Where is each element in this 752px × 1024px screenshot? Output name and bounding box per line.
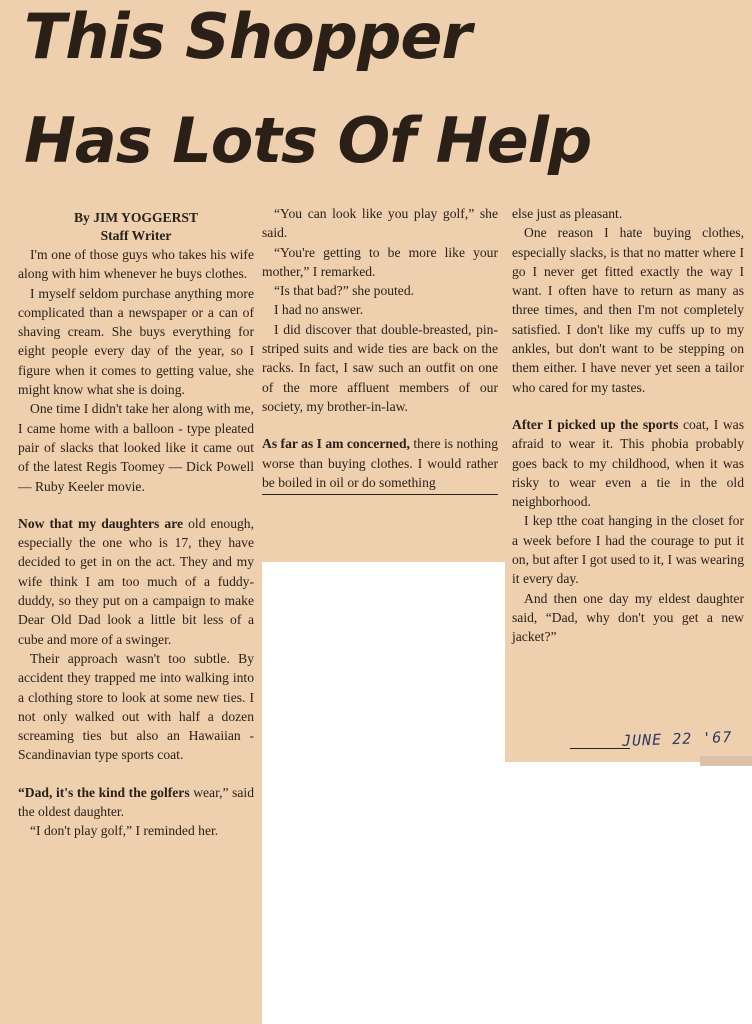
- paragraph: “I don't play golf,” I reminded her.: [30, 823, 219, 839]
- paragraph: I'm one of those guys who takes his wife along with him whenever he buys clothes.: [18, 247, 254, 282]
- lead-in-bold: As far as I am concerned,: [262, 436, 410, 452]
- paragraph: “Is that bad?” she pouted.: [274, 283, 415, 299]
- paragraph-lead: [18, 783, 254, 822]
- paragraph: I had no answer.: [274, 302, 364, 318]
- handwritten-date: JUNE 22 '67: [621, 728, 733, 750]
- lead-rest: coat, I was afraid to wear it. This phobia probably goes back to my childhood, when it was risky to wear even a tie in the old neighborhood.: [512, 416, 744, 510]
- article-column-2: [262, 204, 498, 495]
- paper-shadow: [700, 756, 752, 766]
- byline-role: Staff Writer: [100, 228, 172, 243]
- article-column-1: [18, 209, 254, 841]
- lead-in-bold: “Dad, it's the kind the golfers: [18, 784, 190, 800]
- headline-line-1: This Shopper: [24, 0, 471, 73]
- headline-line-2: Has Lots Of Help: [24, 104, 592, 177]
- column-rule: [262, 494, 498, 495]
- paragraph-lead: [18, 514, 254, 649]
- article-column-3: [512, 204, 744, 647]
- lead-rest: there is nothing worse than buying clothes. I would rather be boiled in oil or do something: [262, 436, 498, 490]
- paragraph: Their approach wasn't too subtle. By accident they trapped me into walking into a clothing store to look at some new ties. I not only walked out with half a dozen screaming ties but also an Hawaiian - Scandinavian type sports coat.: [18, 650, 254, 763]
- paragraph: One time I didn't take her along with me, I came home with a balloon - type pleated pair of slacks that looked like it came out of the latest Regis Toomey — Dick Powell — Ruby Keeler movie.: [18, 401, 254, 494]
- lead-rest: wear,” said the oldest daughter.: [18, 784, 254, 820]
- paragraph: else just as pleasant.: [512, 206, 623, 221]
- date-underline: [570, 748, 630, 749]
- paragraph: “You're getting to be more like your mother,” I remarked.: [262, 244, 498, 279]
- paragraph-lead: [262, 434, 498, 492]
- paragraph-lead: [512, 415, 744, 511]
- paragraph: “You can look like you play golf,” she said.: [262, 206, 498, 241]
- paragraph: And then one day my eldest daughter said, “Dad, why don't you get a new jacket?”: [512, 590, 744, 645]
- lead-rest: old enough, especially the one who is 17, they have decided to get in on the act. They and my wife think I am too much of a fuddy-duddy, so they put on a campaign to make Dear Old Dad look a little bit less of a cube and more of a swinger.: [18, 515, 254, 647]
- paragraph: I myself seldom purchase anything more complicated than a newspaper or a can of shaving cream. She buys everything for eight people every day of the year, so I figure when it comes to getting value, she might know what she is doing.: [18, 285, 254, 398]
- paragraph: I kep tthe coat hanging in the closet for a week before I had the courage to put it on, but after I got used to it, I was wearing it every day.: [512, 513, 744, 587]
- lead-in-bold: After I picked up the sports: [512, 416, 679, 432]
- paragraph: I did discover that double-breasted, pin-striped suits and wide ties are back on the racks. In fact, I saw such an outfit on one of the more affluent members of our society, my brother-in-law.: [262, 321, 498, 414]
- byline: By JIM YOGGERST: [73, 210, 199, 225]
- lead-in-bold: Now that my daughters are: [18, 515, 184, 531]
- paragraph: One reason I hate buying clothes, especially slacks, is that no matter where I go I never get fitted exactly the way I want. I often have to return as many as three times, and then I'm not completely satisfied. I don't like my cuffs up to my ankles, but don't want to be stepping on them either. I have never yet seen a tailor who cared for my tastes.: [512, 225, 744, 395]
